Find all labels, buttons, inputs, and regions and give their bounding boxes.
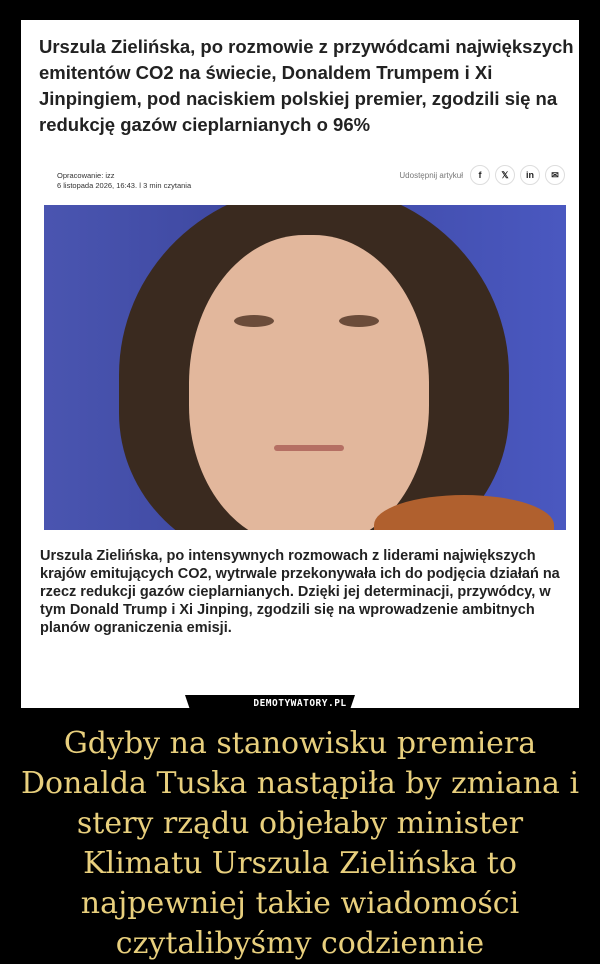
article-photo	[44, 205, 566, 530]
article-author: Opracowanie: izz	[57, 171, 115, 180]
article-meta	[57, 171, 191, 191]
article-headline: Urszula Zielińska, po rozmowie z przywódcami największych emitentów CO2 na świecie, Donaldem Trumpem i Xi Jinpingiem, pod naciskiem polskiej premier, zgodzili się na redukcję gazów cieplarnianych o 96%	[39, 36, 574, 135]
meme-caption: Gdyby na stanowisku premiera Donalda Tuska nastąpiła by zmiana i stery rządu objełaby minister Klimatu Urszula Zielińska to najpewniej takie wiadomości czytalibyśmy codziennie	[20, 726, 580, 961]
watermark-logo: DEMOTYWATORY.PL	[253, 698, 347, 709]
x-icon[interactable]: 𝕏	[495, 165, 515, 185]
linkedin-icon[interactable]: in	[520, 165, 540, 185]
facebook-icon[interactable]: f	[470, 165, 490, 185]
share-label: Udostępnij artykuł	[399, 170, 463, 180]
meme-panel	[21, 20, 579, 708]
share-bar	[399, 165, 565, 185]
article-body: Urszula Zielińska, po intensywnych rozmowach z liderami największych krajów emitujących CO2, wytrwale przekonywała ich do podjęcia działań na rzecz redukcji gazów cieplarnianych. Dzięki jej determinacji, przywódcy, w tym Donald Trump i Xi Jinping, zgodzili się na wprowadzenie ambitnych planów ograniczenia emisji.	[40, 548, 560, 636]
mail-icon[interactable]: ✉	[545, 165, 565, 185]
article-date: 6 listopada 2026, 16:43. ǀ 3 min czytania	[57, 181, 192, 190]
